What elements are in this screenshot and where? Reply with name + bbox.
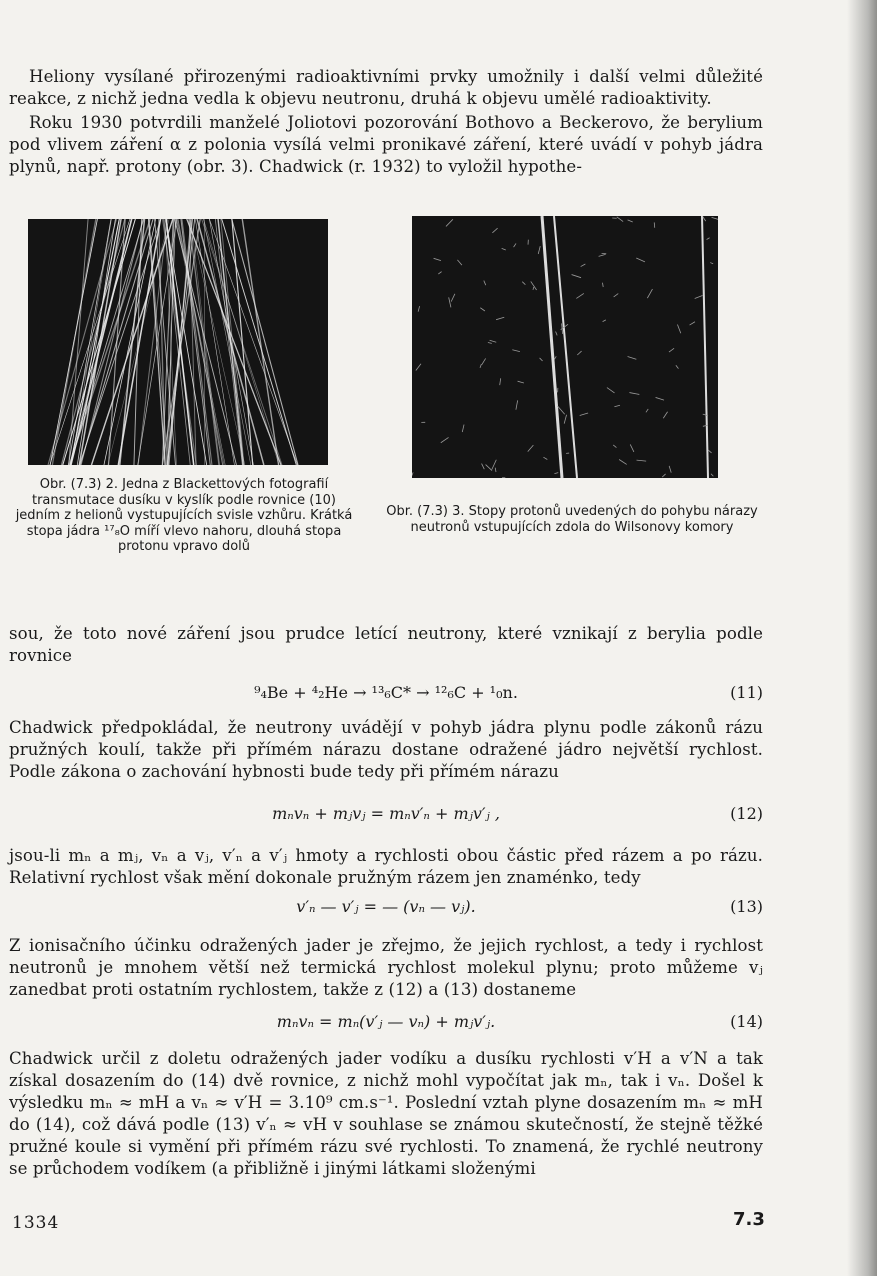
droplet-speck [438,272,441,274]
equation-11 [9,683,763,707]
equation-13 [9,897,763,921]
droplet-speck [441,437,449,442]
droplet-speck [676,365,679,368]
paragraph-neutrony: sou, že toto nové záření jsou prudce letící neutrony, které vznikají z berylia podle rovnice [9,624,763,665]
droplet-speck [580,413,588,416]
droplet-speck [628,356,637,359]
equation-14-body: mₙvₙ = mₙ(v′ⱼ — vₙ) + mⱼv′ⱼ. [276,1012,496,1031]
paragraph-chadwick-predpoklad: Chadwick předpokládal, že neutrony uvádějí v pohyb jádra plynu podle zákonů rázu pružných koulí, takže při přímém nárazu dostane odražené jádro největší rychlost. Podle zákona o zachování hybnosti bude tedy při přímém nárazu [9,718,763,781]
droplet-speck [495,468,496,472]
droplet-speck [562,323,563,333]
droplet-speck [502,248,506,250]
droplet-speck [457,260,461,265]
droplet-speck [412,472,413,477]
droplet-speck [564,415,566,424]
proton-track [542,216,562,478]
droplet-speck [496,317,504,319]
droplet-speck [480,364,481,368]
droplet-speck [712,217,718,219]
droplet-speck [707,238,710,240]
droplet-speck [614,294,619,297]
droplet-speck [662,474,665,477]
droplet-speck [669,348,674,352]
equation-13-number: (13) [730,897,763,916]
equation-12 [9,804,763,828]
proton-tracks-image [412,216,718,478]
droplet-speck [629,393,639,395]
droplet-speck [512,350,520,352]
proton-track [702,216,708,478]
paragraph-hmoty-rychlosti: jsou-li mₙ a mⱼ, vₙ a vⱼ, v′ₙ a v′ⱼ hmoty a rychlosti obou částic před rázem a po rázu. Relativní rychlost však mění dokonale pružným rázem jen znaménko, tedy [9,846,763,887]
figure-blackett-photo [28,219,328,465]
droplet-speck [446,219,453,226]
droplet-speck [656,397,664,400]
proton-track [554,216,577,478]
droplet-speck [677,325,680,334]
page-number: 1334 [12,1213,60,1233]
section-number: 7.3 [733,1209,765,1230]
equation-11-body: ⁹₄Be + ⁴₂He → ¹³₆C* → ¹²₆C + ¹₀n. [254,683,518,702]
paragraph-heliony [9,66,763,110]
droplet-speck [558,406,565,414]
figure-3-caption: Obr. (7.3) 3. Stopy protonů uvedených do pohybu nárazy neutronů vstupujících zdola do Wilsonovy komory [386,504,758,535]
droplet-speck [434,258,441,260]
droplet-speck [482,464,485,470]
droplet-speck [669,466,671,473]
droplet-speck [418,306,419,312]
droplet-speck [554,356,556,359]
blackett-tracks-image [28,219,328,465]
droplet-speck [543,457,547,459]
droplet-speck [482,358,486,364]
equation-13-body: v′ₙ — v′ⱼ = — (vₙ — vⱼ). [296,897,476,916]
equation-11-number: (11) [730,683,763,702]
droplet-speck [703,216,706,221]
droplet-speck [599,254,606,256]
droplet-speck [416,364,421,371]
droplet-speck [538,246,540,254]
droplet-speck [516,400,518,409]
droplet-speck [708,450,711,453]
droplet-speck [449,297,451,307]
equation-14 [9,1012,763,1036]
droplet-speck [690,322,695,325]
droplet-speck [711,474,713,477]
droplet-speck [484,281,486,286]
droplet-speck [490,340,497,342]
droplet-speck [492,228,497,233]
droplet-speck [577,351,581,355]
droplet-speck [628,220,633,222]
page-edge-shadow [847,0,877,1276]
droplet-speck [556,331,558,335]
figure-proton-tracks [412,216,718,478]
paragraph-chadwick-vysledek: Chadwick určil z doletu odražených jader vodíku a dusíku rychlosti v′H a v′N a tak získal dosazením do (14) dvě rovnice, z nichž mohl vypočítat jak mₙ, tak i vₙ. Došel k výsledku mₙ ≈ mH a vₙ ≈ v′H = 3.10⁹ cm.s⁻¹. Poslední vztah plyne dosazením mₙ ≈ mH do (14), což dává podle (13) v′ₙ ≈ vH v souhlase se známou skutečností, že stejně těžké pružné koule si vymění při přímém rázu své rychlosti. To znamená, že rychlé neutrony se průchodem vodíkem (a přibližně i jinými látkami složenými [9,1049,763,1178]
paragraph-text: Heliony vysílané přirozenými radioaktivními prvky umožnily i další velmi důležité reakce, z nichž jedna vedla k objevu neutronu, druhá k objevu umělé radioaktivity. [9,67,763,108]
droplet-speck [710,263,713,264]
droplet-speck [619,459,627,464]
droplet-speck [486,465,492,471]
paragraph-ionisace: Z ionisačního účinku odražených jader je zřejmo, že jejich rychlost, a tedy i rychlost neutronů je mnohem větší než termická rychlost molekul plynu; proto můžeme vⱼ zanedbat proti ostatním rychlostem, takže z (12) a (13) dostaneme [9,936,763,999]
droplet-speck [617,217,623,222]
droplet-speck [533,287,534,290]
droplet-speck [576,293,583,298]
droplet-speck [554,473,558,474]
droplet-speck [614,405,620,407]
droplet-speck [514,243,516,247]
droplet-speck [540,358,543,361]
droplet-speck [581,264,586,267]
alpha-track [52,219,99,465]
droplet-speck [602,283,603,287]
equation-12-body: mₙvₙ + mⱼvⱼ = mₙv′ₙ + mⱼv′ⱼ , [272,804,500,823]
droplet-speck [647,289,652,298]
equation-12-number: (12) [730,804,763,823]
alpha-track [204,219,205,465]
droplet-speck [451,294,455,302]
droplet-speck [488,343,492,344]
figure-2-caption: Obr. (7.3) 2. Jedna z Blackettových fotografií transmutace dusíku v kyslík podle rovnice (10) jedním z helionů vystupujících svisle vzhůru. Krátká stopa jádra ¹⁷₈O míří vlevo nahoru, dlouhá stopa protonu vpravo dolů [15,477,353,554]
droplet-speck [607,388,615,393]
droplet-speck [637,460,647,461]
droplet-speck [630,444,634,451]
paragraph-joliot: Roku 1930 potvrdili manželé Joliotovi pozorování Bothovo a Beckerovo, že berylium pod vlivem záření α z polonia vysílá velmi pronikavé záření, které uvádí v pohyb jádra plynů, např. protony (obr. 3). Chadwick (r. 1932) to vyložil hypothe- [9,113,763,176]
droplet-speck [522,282,525,285]
equation-14-number: (14) [730,1012,763,1031]
droplet-speck [636,258,645,262]
droplet-speck [695,296,703,299]
alpha-track [205,219,298,465]
droplet-speck [603,320,606,322]
droplet-speck [480,308,485,311]
droplet-speck [528,445,534,452]
droplet-speck [613,445,616,448]
droplet-speck [500,378,501,385]
droplet-speck [646,409,648,412]
droplet-speck [572,275,581,278]
droplet-speck [663,412,667,418]
droplet-speck [518,381,524,383]
droplet-speck [462,425,464,433]
